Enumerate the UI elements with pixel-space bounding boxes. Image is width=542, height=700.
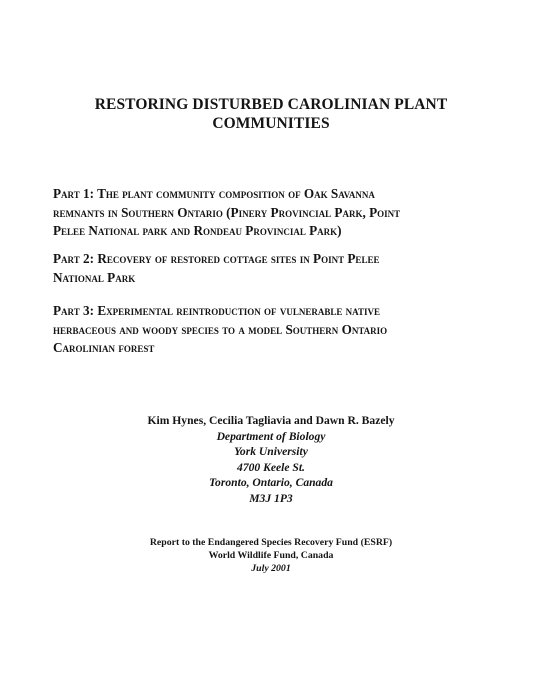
part-3-line-1: Part 3: Experimental reintroduction of vulnerable native [53, 303, 381, 318]
title-line-2: COMMUNITIES [212, 115, 330, 132]
part-2-line-1: Part 2: Recovery of restored cottage sites in Point Pelee [53, 251, 380, 266]
part-2-heading [53, 250, 503, 287]
document-title [40, 95, 502, 133]
part-1-line-3: Pelee National park and Rondeau Provincial Park) [53, 223, 342, 238]
part-1-heading [53, 185, 503, 241]
university: York University [234, 445, 308, 459]
part-1-line-1: Part 1: The plant community composition of Oak Savanna [53, 186, 375, 201]
author-block [40, 413, 502, 507]
part-2-line-2: National Park [53, 269, 136, 285]
report-line-1: Report to the Endangered Species Recovery Fund (ESRF) [149, 537, 393, 548]
part-3-heading [53, 302, 503, 358]
part-3-line-3: Carolinian forest [53, 340, 155, 355]
street-address: 4700 Keele St. [237, 460, 305, 474]
report-line-2: World Wildlife Fund, Canada [208, 549, 334, 561]
part-1-line-2: remnants in Southern Ontario (Pinery Provincial Park, Point [53, 204, 401, 220]
report-date: July 2001 [251, 562, 291, 574]
part-3-line-2: herbaceous and woody species to a model Southern Ontario [53, 321, 388, 337]
author-names: Kim Hynes, Cecilia Tagliavia and Dawn R. Bazely [147, 414, 395, 427]
report-block [40, 537, 502, 575]
department: Department of Biology [216, 429, 326, 443]
postal-code: M3J 1P3 [249, 491, 293, 505]
title-line-1: RESTORING DISTURBED CAROLINIAN PLANT [94, 96, 448, 113]
city-address: Toronto, Ontario, Canada [209, 476, 333, 490]
